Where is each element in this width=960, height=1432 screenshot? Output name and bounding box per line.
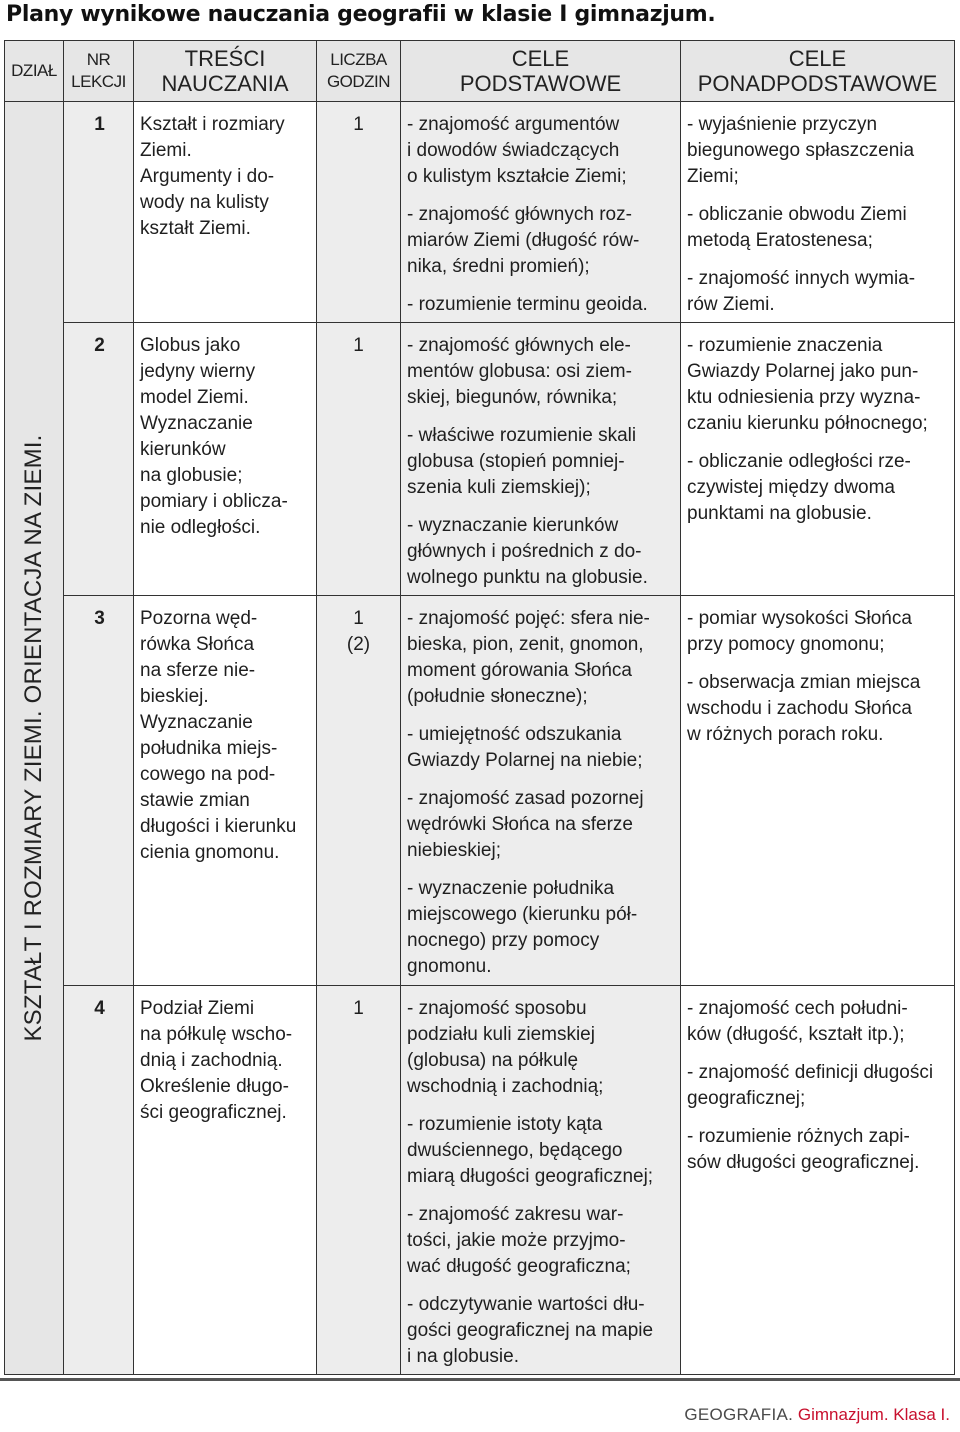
page-title: Plany wynikowe nauczania geografii w klasie I gimnazjum.: [6, 2, 716, 27]
basic-goal-item: - właściwe rozumienie skali globusa (stopień pomniej- szenia kuli ziemskiej);: [407, 425, 637, 498]
header-dzial: DZIAŁ: [5, 41, 64, 102]
table-row: [5, 596, 955, 986]
advanced-goals: [681, 102, 955, 323]
advanced-goals: [681, 323, 955, 596]
basic-goal-item: - wyznaczenie południka miejscowego (kierunku pół- nocnego) przy pomocy gnomonu.: [407, 878, 638, 977]
basic-goal-item: - odczytywanie wartości dłu- gości geograficznej na mapie i na globusie.: [407, 1294, 654, 1367]
lesson-topic: Pozorna węd- rówka Słońca na sferze nie- bieskiej. Wyznaczanie południka miejs- cowego na pod- stawie zmian długości i kierunku cienia gnomonu.: [134, 596, 317, 986]
footer-divider: [0, 1378, 960, 1381]
section-cell: [5, 102, 64, 1375]
lesson-hours: 1 (2): [317, 596, 401, 986]
lesson-topic: Kształt i rozmiary Ziemi. Argumenty i do- wody na kulisty kształt Ziemi.: [134, 102, 317, 323]
lesson-number: 2: [64, 323, 134, 596]
basic-goal-item: - umiejętność odszukania Gwiazdy Polarnej na niebie;: [407, 724, 643, 771]
lesson-number: 3: [64, 596, 134, 986]
basic-goal-item: - wyznaczanie kierunków głównych i pośrednich z do- wolnego punktu na globusie.: [407, 515, 648, 588]
header-liczba-godzin: LICZBA GODZIN: [317, 41, 401, 102]
basic-goal-item: - rozumienie terminu geoida.: [407, 294, 648, 315]
advanced-goal-item: - obserwacja zmian miejsca wschodu i zachodu Słońca w różnych porach roku.: [687, 672, 921, 745]
header-tresci-nauczania: TREŚCI NAUCZANIA: [134, 41, 317, 102]
basic-goal-item: - znajomość zakresu war- tości, jakie może przyjmo- wać długość geograficzna;: [407, 1204, 631, 1277]
lesson-topic: Podział Ziemi na półkulę wscho- dnią i zachodnią. Określenie długo- ści geograficznej.: [134, 986, 317, 1375]
basic-goal-item: - znajomość głównych roz- miarów Ziemi (długość rów- nika, średni promień);: [407, 204, 640, 277]
advanced-goal-item: - rozumienie znaczenia Gwiazdy Polarnej jako pun- ktu odniesienia przy wyzna- czaniu kierunku północnego;: [687, 335, 928, 434]
basic-goals: [401, 102, 681, 323]
basic-goal-item: - znajomość głównych ele- mentów globusa: osi ziem- skiej, biegunów, równika;: [407, 335, 632, 408]
lesson-hours: 1: [317, 102, 401, 323]
basic-goals: [401, 323, 681, 596]
lesson-hours: 1: [317, 986, 401, 1375]
basic-goals: [401, 986, 681, 1375]
page-footer: [684, 1405, 950, 1425]
advanced-goals: [681, 986, 955, 1375]
table-header-row: [5, 41, 955, 102]
table-row: [5, 323, 955, 596]
advanced-goal-item: - rozumienie różnych zapi- sów długości geograficznej.: [687, 1126, 920, 1173]
basic-goals: [401, 596, 681, 986]
lesson-plan-table: [4, 40, 955, 1375]
footer-subject: GEOGRAFIA.: [684, 1405, 794, 1424]
advanced-goal-item: - obliczanie obwodu Ziemi metodą Eratostenesa;: [687, 204, 907, 251]
advanced-goal-item: - pomiar wysokości Słońca przy pomocy gnomonu;: [687, 608, 912, 655]
header-cele-ponadpodstawowe: CELE PONADPODSTAWOWE: [681, 41, 955, 102]
basic-goal-item: - znajomość argumentów i dowodów świadczących o kulistym kształcie Ziemi;: [407, 114, 627, 187]
lesson-hours: 1: [317, 323, 401, 596]
section-title: KSZTAŁT I ROZMIARY ZIEMI. ORIENTACJA NA ZIEMI.: [20, 434, 47, 1042]
lesson-topic: Globus jako jedyny wierny model Ziemi. Wyznaczanie kierunków na globusie; pomiary i oblicza- nie odległości.: [134, 323, 317, 596]
advanced-goal-item: - znajomość innych wymia- rów Ziemi.: [687, 268, 916, 315]
advanced-goal-item: - obliczanie odległości rze- czywistej między dwoma punktami na globusie.: [687, 451, 911, 524]
table-row: [5, 986, 955, 1375]
footer-class: Klasa I.: [893, 1405, 950, 1424]
basic-goal-item: - rozumienie istoty kąta dwuściennego, będącego miarą długości geograficznej;: [407, 1114, 654, 1187]
header-nr-lekcji: NR LEKCJI: [64, 41, 134, 102]
table-row: [5, 102, 955, 323]
basic-goal-item: - znajomość pojęć: sfera nie- bieska, pion, zenit, gnomon, moment górowania Słońca (południe słoneczne);: [407, 608, 650, 707]
advanced-goals: [681, 596, 955, 986]
advanced-goal-item: - wyjaśnienie przyczyn biegunowego spłaszczenia Ziemi;: [687, 114, 915, 187]
lesson-number: 4: [64, 986, 134, 1375]
footer-school: Gimnazjum.: [797, 1405, 889, 1424]
basic-goal-item: - znajomość zasad pozornej wędrówki Słońca na sferze niebieskiej;: [407, 788, 644, 861]
advanced-goal-item: - znajomość cech południ- ków (długość, kształt itp.);: [687, 998, 908, 1045]
header-cele-podstawowe: CELE PODSTAWOWE: [401, 41, 681, 102]
advanced-goal-item: - znajomość definicji długości geograficznej;: [687, 1062, 934, 1109]
lesson-number: 1: [64, 102, 134, 323]
basic-goal-item: - znajomość sposobu podziału kuli ziemskiej (globusa) na półkulę wschodnią i zachodnią;: [407, 998, 604, 1097]
